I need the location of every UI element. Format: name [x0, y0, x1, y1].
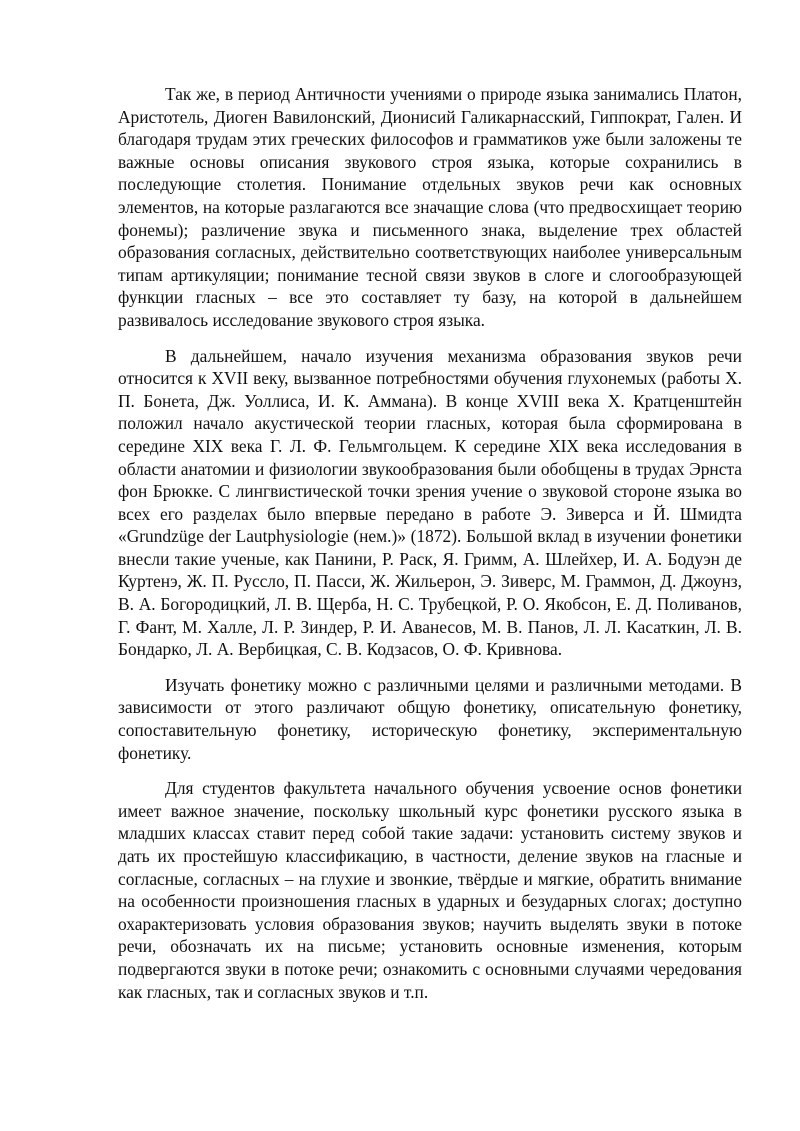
paragraph-antiquity: Так же, в период Античности учениями о природе языка занимались Платон, Аристотель, Диоген Вавилонский, Дионисий Галикарнасский, Гиппократ, Гален. И благодаря трудам этих греческих философов и грамматиков уже были заложены те важные основы описания звукового строя языка, которые сохранились в последующие столетия. Понимание отдельных звуков речи как основных элементов, на которые разлагаются все значащие слова (что предвосхищает теорию фонемы); различение звука и письменного знака, выделение трех областей образования согласных, действительно соответствующих наиболее универсальным типам артикуляции; понимание тесной связи звуков в слоге и слогообразующей функции гласных – все это составляет ту базу, на которой в дальнейшем развивалось исследование звукового строя языка.	[118, 84, 742, 330]
document-page	[118, 83, 742, 1016]
paragraph-history-of-phonetics: В дальнейшем, начало изучения механизма образования звуков речи относится к XVII веку, вызванное потребностями обучения глухонемых (работы Х. П. Бонета, Дж. Уоллиса, И. К. Аммана). В конце XVIII века Х. Кратценштейн положил начало акустической теории гласных, которая была сформирована в середине XIX века Г. Л. Ф. Гельмгольцем. К середине XIX века исследования в области анатомии и физиологии звукообразования были обобщены в трудах Эрнста фон Брюкке. С лингвистической точки зрения учение о звуковой стороне языка во всех его разделах было впервые передано в работе Э. Зиверса и Й. Шмидта «Grundzüge der Lautphysiologie (нем.)» (1872). Большой вклад в изучении фонетики внесли такие ученые, как Панини, Р. Раск, Я. Гримм, А. Шлейхер, И. А. Бодуэн де Куртенэ, Ж. П. Руссло, П. Пасси, Ж. Жильерон, Э. Зиверс, М. Граммон, Д. Джоунз, В. А. Богородицкий, Л. В. Щерба, Н. С. Трубецкой, Р. О. Якобсон, Е. Д. Поливанов, Г. Фант, М. Халле, Л. Р. Зиндер, Р. И. Аванесов, М. В. Панов, Л. Л. Касаткин, Л. В. Бондарко, Л. А. Вербицкая, С. В. Кодзасов, О. Ф. Кривнова.	[118, 345, 742, 660]
paragraph-study-methods: Изучать фонетику можно с различными целями и различными методами. В зависимости от этого различают общую фонетику, описательную фонетику, сопоставительную фонетику, историческую фонетику, экспериментальную фонетику.	[118, 674, 742, 763]
paragraph-school-tasks: Для студентов факультета начального обучения усвоение основ фонетики имеет важное значение, поскольку школьный курс фонетики русского языка в младших классах ставит перед собой такие задачи: установить систему звуков и дать их простейшую классификацию, в частности, деление звуков на гласные и согласные, согласных – на глухие и звонкие, твёрдые и мягкие, обратить внимание на особенности произношения гласных в ударных и безударных слогах; доступно охарактеризовать условия образования звуков; научить выделять звуки в потоке речи, обозначать их на письме; установить основные изменения, которым подвергаются звуки в потоке речи; ознакомить с основными случаями чередования как гласных, так и согласных звуков и т.п.	[118, 778, 742, 1002]
